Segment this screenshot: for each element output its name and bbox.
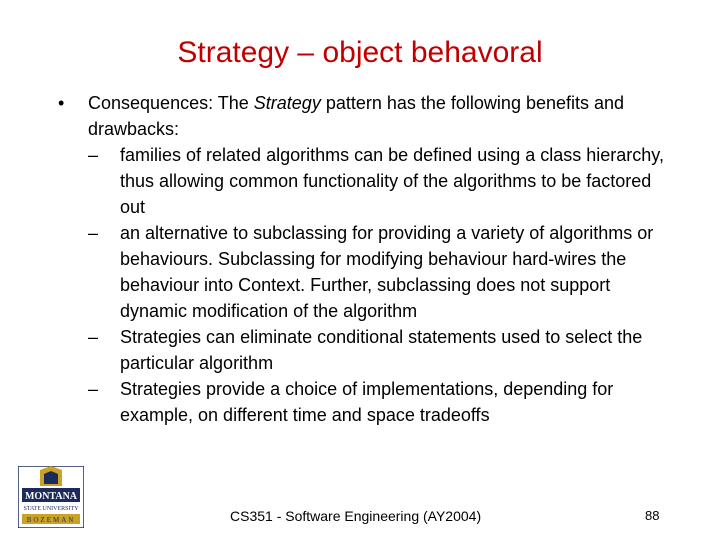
slide-title: Strategy – object behavoral (177, 36, 543, 69)
dash-glyph: – (88, 145, 99, 165)
bullet-glyph: • (58, 93, 65, 113)
dash-glyph: – (88, 223, 99, 243)
sub-bullet-list (88, 142, 678, 428)
dash-glyph: – (88, 379, 99, 399)
bullet-text-after: pattern has the following benefits and drawbacks: (88, 93, 625, 139)
sub-bullet-item (88, 142, 678, 220)
page-number: 88 (645, 508, 660, 523)
bullet-consequences (58, 90, 678, 142)
logo-name: MONTANA (24, 491, 78, 502)
sub-bullet-item (88, 376, 678, 428)
bullet-text-before: Consequences: The (88, 93, 254, 113)
sub-bullet-item (88, 220, 678, 324)
slide-content (58, 90, 678, 428)
montana-state-logo (18, 466, 84, 528)
bullet-text-italic: Strategy (253, 93, 321, 113)
sub-bullet-text: families of related algorithms can be defined using a class hierarchy, thus allowing common functionality of the algorithms to be factored out (120, 145, 664, 217)
sub-bullet-item (88, 324, 678, 376)
logo-city: BOZEMAN (26, 516, 76, 524)
sub-bullet-text: Strategies can eliminate conditional statements used to select the particular algorithm (120, 327, 643, 373)
dash-glyph: – (88, 327, 99, 347)
logo-sub: STATE UNIVERSITY (23, 506, 79, 512)
sub-bullet-text: Strategies provide a choice of implementations, depending for example, on different time and space tradeoffs (120, 379, 614, 425)
sub-bullet-text: an alternative to subclassing for providing a variety of algorithms or behaviours. Subclassing for modifying behaviour hard-wires the behaviour into Context. Further, subclassing does not support dynamic modification of the algorithm (120, 223, 654, 321)
footer-course: CS351 - Software Engineering (AY2004) (230, 508, 482, 524)
